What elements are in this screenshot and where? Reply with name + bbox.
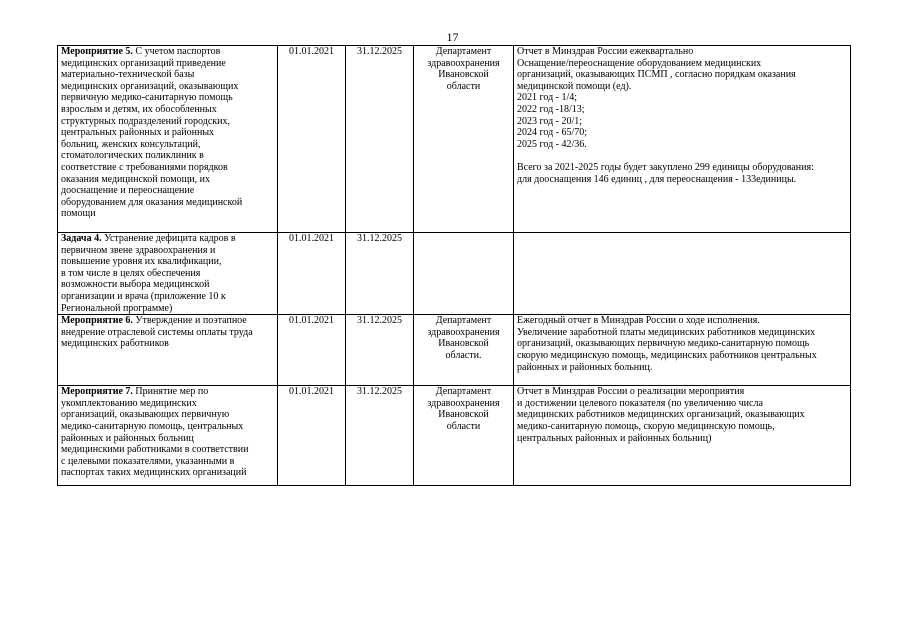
- activity-description-line: больниц, женских консультаций,: [61, 138, 201, 150]
- activity-title: Задача 4.: [61, 233, 102, 244]
- responsible-department-cell: [414, 46, 514, 233]
- department-line: здравоохранения: [427, 57, 500, 69]
- activity-description-line: оборудованием для оказания медицинской: [61, 196, 243, 208]
- activity-description-line: [61, 315, 274, 327]
- page-number: 17: [446, 30, 459, 44]
- report-line: организаций, оказывающих ПСМП , согласно порядкам оказания: [517, 69, 796, 81]
- activity-description-line: медицинских организаций, оказывающих: [61, 80, 239, 92]
- department-line: области: [446, 420, 481, 432]
- activity-description-line: медицинских работников: [61, 338, 169, 350]
- activity-title: Мероприятие 7.: [61, 386, 133, 398]
- report-line: медицинской помощи (ед).: [517, 80, 632, 92]
- activity-description-line: организации и врача (приложение 10 к: [61, 290, 226, 302]
- activity-description-cell: [58, 233, 278, 315]
- department-line: здравоохранения: [427, 326, 500, 338]
- department-line: области: [446, 80, 481, 92]
- report-line: центральных районных и районных больниц): [517, 432, 712, 444]
- activities-table: [57, 45, 851, 486]
- activity-description-text: Устранение дефицита кадров в: [101, 233, 236, 244]
- activity-description-line: структурных подразделений городских,: [61, 115, 231, 127]
- activity-description-line: центральных районных и районных: [61, 127, 215, 139]
- activity-title: Мероприятие 5.: [61, 46, 133, 57]
- department-line: Департамент: [435, 386, 492, 398]
- activity-description-text: Принятие мер по: [132, 386, 209, 398]
- table-row: [58, 315, 851, 386]
- activity-description-line: материально-технической базы: [61, 69, 195, 81]
- report-line: 2025 год - 42/36.: [517, 138, 587, 150]
- activity-description-line: районных и районных больниц: [61, 432, 194, 444]
- report-result-cell: [514, 315, 851, 386]
- report-line: Ежегодный отчет в Минздрав России о ходе исполнения.: [517, 315, 760, 327]
- report-line: Увеличение заработной платы медицинских работников медицинских: [517, 326, 816, 338]
- report-line: 2024 год - 65/70;: [517, 127, 588, 139]
- table-row: [58, 233, 851, 315]
- report-line: Отчет в Минздрав России о реализации мероприятия: [517, 386, 745, 398]
- activity-description-line: укомплектованию медицинских: [61, 397, 197, 409]
- activity-description-line: медико-санитарную помощь, центральных: [61, 420, 244, 432]
- department-line: Департамент: [435, 46, 492, 57]
- activity-description-line: стоматологических поликлиник в: [61, 150, 204, 162]
- activity-description-line: медицинских организаций приведение: [61, 57, 226, 69]
- end-date-cell: 31.12.2025: [346, 386, 414, 486]
- activity-description-line: организаций, оказывающих первичную: [61, 409, 230, 421]
- report-line: Оснащение/переоснащение оборудованием медицинских: [517, 57, 762, 69]
- report-spacer: [517, 150, 847, 162]
- report-line: скорую медицинскую помощь, медицинских работников центральных: [517, 349, 817, 361]
- department-line: Ивановской: [438, 69, 489, 81]
- report-result-cell: [514, 46, 851, 233]
- department-line: Ивановской: [438, 338, 489, 350]
- activity-description-cell: [58, 315, 278, 386]
- department-line: Ивановской: [438, 409, 489, 421]
- activity-description-line: взрослым и детям, их обособленных: [61, 103, 217, 115]
- activity-description-line: внедрение отраслевой системы оплаты труда: [61, 326, 253, 338]
- report-result-cell: [514, 386, 851, 486]
- activity-description-line: медицинскими работниками в соответствии: [61, 444, 249, 456]
- activity-description-line: дооснащение и переоснащение: [61, 185, 195, 197]
- end-date-cell: 31.12.2025: [346, 315, 414, 386]
- activity-description-line: [61, 233, 274, 245]
- report-line: и достижении целевого показателя (по увеличению числа: [517, 397, 763, 409]
- department-line: Департамент: [435, 315, 492, 327]
- report-line: 2023 год - 20/1;: [517, 115, 583, 127]
- responsible-department-cell: [414, 315, 514, 386]
- responsible-department-cell: [414, 233, 514, 315]
- activity-description-cell: [58, 386, 278, 486]
- activity-description-line: помощи: [61, 208, 96, 220]
- activity-description-line: соответствие с требованиями порядков: [61, 161, 228, 173]
- activity-description-line: оказания медицинской помощи, их: [61, 173, 210, 185]
- activity-description-line: с целевыми показателями, указанными в: [61, 455, 235, 467]
- activity-title: Мероприятие 6.: [61, 315, 133, 327]
- start-date-cell: 01.01.2021: [278, 386, 346, 486]
- table-row: [58, 386, 851, 486]
- activity-description-text: Утверждение и поэтапное: [132, 315, 247, 327]
- report-line: организаций, оказывающих первичную медико-санитарную помощь: [517, 338, 810, 350]
- activity-description-line: возможности выбора медицинской: [61, 279, 210, 291]
- report-line: Отчет в Минздрав России ежеквартально: [517, 46, 694, 57]
- report-line: медико-санитарную помощь, скорую медицинскую помощь,: [517, 420, 775, 432]
- activity-description-line: Региональной программе): [61, 302, 173, 314]
- start-date-cell: 01.01.2021: [278, 46, 346, 233]
- start-date-cell: 01.01.2021: [278, 233, 346, 315]
- report-result-cell: [514, 233, 851, 315]
- report-line: районных и районных больниц.: [517, 361, 653, 373]
- activity-description-line: повышение уровня их квалификации,: [61, 256, 222, 268]
- table-row: [58, 46, 851, 233]
- department-line: области.: [445, 349, 482, 361]
- report-line: 2022 год -18/13;: [517, 103, 585, 115]
- start-date-cell: 01.01.2021: [278, 315, 346, 386]
- department-line: здравоохранения: [427, 397, 500, 409]
- activity-description-line: [61, 46, 274, 58]
- activity-description-cell: [58, 46, 278, 233]
- report-line: Всего за 2021-2025 годы будет закуплено 299 единицы оборудования:: [517, 161, 814, 173]
- activity-description-line: [61, 386, 274, 398]
- activity-description-line: паспортах таких медицинских организаций: [61, 467, 247, 479]
- end-date-cell: 31.12.2025: [346, 233, 414, 315]
- report-line: для дооснащения 146 единиц , для переоснащения - 133единицы.: [517, 173, 797, 185]
- activity-description-line: первичном звене здравоохранения и: [61, 244, 216, 256]
- activity-description-text: С учетом паспортов: [132, 46, 221, 57]
- activity-description-line: в том числе в целях обеспечения: [61, 267, 201, 279]
- end-date-cell: 31.12.2025: [346, 46, 414, 233]
- report-line: медицинских работников медицинских организаций, оказывающих: [517, 409, 805, 421]
- report-line: 2021 год - 1/4;: [517, 92, 578, 104]
- activity-description-line: первичную медико-санитарную помощь: [61, 92, 233, 104]
- responsible-department-cell: [414, 386, 514, 486]
